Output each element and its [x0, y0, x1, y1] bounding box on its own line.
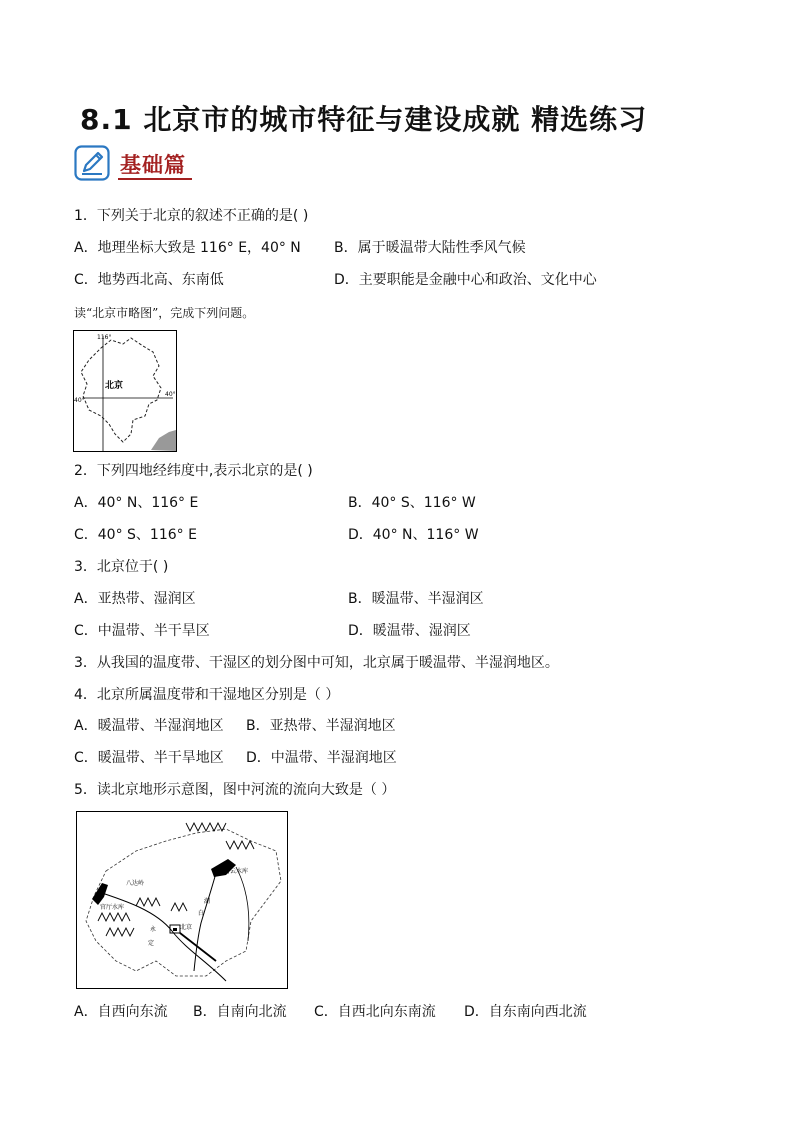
- q3-option-a[interactable]: A．亚热带、湿润区: [74, 591, 196, 607]
- q3-option-b[interactable]: B．暖温带、半湿润区: [348, 591, 484, 607]
- map2-river-yong-label: 永: [150, 926, 157, 933]
- q4-option-d[interactable]: D．中温带、半湿润地区: [246, 750, 397, 766]
- q2-option-c[interactable]: C．40° S、116° E: [74, 527, 197, 543]
- map2-badaling-label: 八达岭: [126, 880, 145, 887]
- section-header: [74, 145, 214, 185]
- q4-option-a[interactable]: A．暖温带、半湿润地区: [74, 718, 224, 734]
- q4-option-b[interactable]: B．亚热带、半湿润地区: [246, 718, 396, 734]
- section-underline: [118, 178, 192, 180]
- beijing-terrain-map: [76, 811, 288, 989]
- page-title: 8.1 北京市的城市特征与建设成就 精选练习: [80, 103, 648, 136]
- q1-option-a[interactable]: A．地理坐标大致是 116° E，40° N: [74, 240, 301, 256]
- q1-option-d[interactable]: D．主要职能是金融中心和政治、文化中心: [334, 272, 597, 288]
- map1-lat-left-label: 40°: [74, 397, 85, 404]
- q4-stem: 4．北京所属温度带和干湿地区分别是（ ）: [74, 687, 340, 703]
- q5-stem: 5．读北京地形示意图，图中河流的流向大致是（ ）: [74, 782, 396, 798]
- map1-city-label: 北京: [105, 381, 124, 391]
- q5-option-d[interactable]: D．自东南向西北流: [464, 1004, 587, 1020]
- q5-option-a[interactable]: A．自西向东流: [74, 1004, 168, 1020]
- map2-river-bai-label: 白: [198, 910, 205, 917]
- q3-option-c[interactable]: C．中温带、半干旱区: [74, 623, 210, 639]
- map2-beijing-label: 北京: [180, 924, 193, 931]
- q5-option-c[interactable]: C．自西北向东南流: [314, 1004, 436, 1020]
- answer-note: 3．从我国的温度带、干湿区的划分图中可知，北京属于暖温带、半湿润地区。: [74, 655, 559, 671]
- map2-reservoir-label: 官厅水库: [100, 904, 125, 911]
- map2-miyun-label: 密云水库: [224, 868, 249, 875]
- q1-option-c[interactable]: C．地势西北高、东南低: [74, 272, 224, 288]
- pencil-icon: [74, 145, 110, 181]
- map2-river-chao-label: 潮: [204, 898, 211, 905]
- map2-river-ding-label: 定: [148, 940, 155, 947]
- q1-option-b[interactable]: B．属于暖温带大陆性季风气候: [334, 240, 526, 256]
- q1-stem: 1．下列关于北京的叙述不正确的是( ): [74, 208, 309, 224]
- q3-option-d[interactable]: D．暖温带、湿润区: [348, 623, 471, 639]
- q3-stem: 3．北京位于( ): [74, 559, 169, 575]
- intro-text: 读“北京市略图”，完成下列问题。: [74, 306, 255, 320]
- q2-option-b[interactable]: B．40° S、116° W: [348, 495, 476, 511]
- section-label: 基础篇: [120, 152, 186, 177]
- map1-lon-label: 116°: [97, 334, 112, 341]
- q2-option-a[interactable]: A．40° N、116° E: [74, 495, 199, 511]
- q2-option-d[interactable]: D．40° N、116° W: [348, 527, 479, 543]
- map1-lat-right-label: 40°: [165, 391, 176, 398]
- beijing-sketch-map: [73, 330, 177, 452]
- q2-stem: 2．下列四地经纬度中,表示北京的是( ): [74, 463, 313, 479]
- q5-option-b[interactable]: B．自南向北流: [193, 1004, 287, 1020]
- q4-option-c[interactable]: C．暖温带、半干旱地区: [74, 750, 224, 766]
